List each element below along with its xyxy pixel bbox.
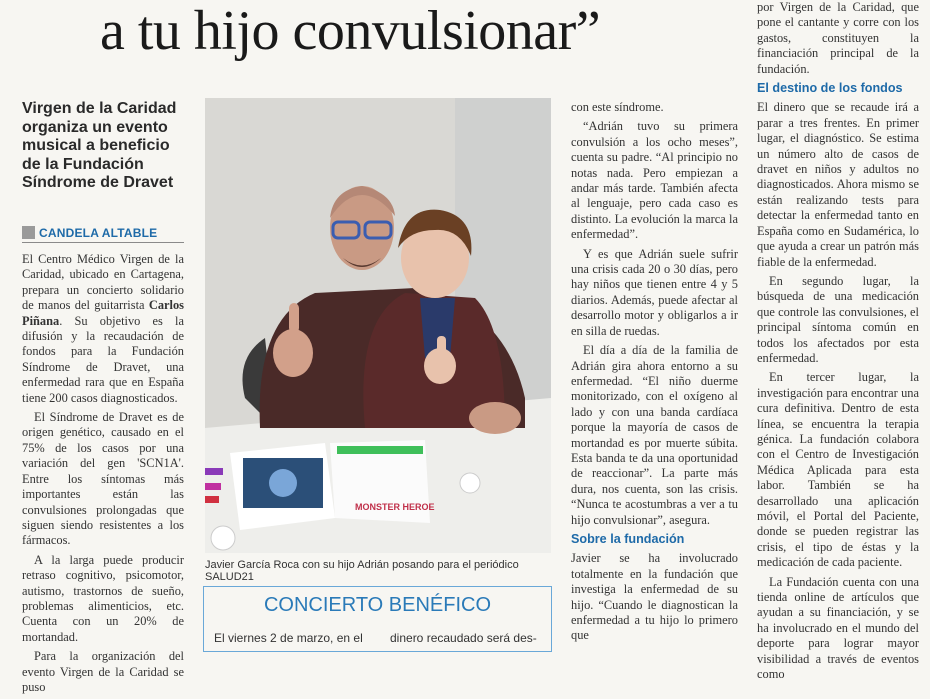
section-subhead: El destino de los fondos — [757, 81, 903, 96]
paragraph: Javier se ha involucrado totalmente en la fundación que investiga la enfermedad de su hijo. “Cuando le diagnostican la enfermedad a tu hijo lo primero que — [571, 551, 738, 643]
paragraph: El día a día de la familia de Adrián gira ahora entorno a su enfermedad. “El niño duerme monitorizado, con el oxígeno al lado y con una banda cardíaca porque la mayoría de casos de mortandad es por muerte súbita. Esta banda te da una oportunidad de reaccionar”. La parte más dura, nos cuenta, son las crisis. “Nunca te acostumbras a ver a tu hijo convulsionar”, asegura. — [571, 343, 738, 527]
paragraph: con este síndrome. — [571, 100, 664, 114]
paragraph: El Síndrome de Dravet es de origen genético, causado en el 75% de los casos por una variación del gen 'SCN1A'. Entre los síntomas más importantes están las convulsiones prolongadas que siguen siendo resistentes a los fármacos. — [22, 410, 184, 548]
drawing-text: MONSTER HEROE — [355, 502, 435, 512]
text-run: . Su objetivo es la difusión y la recaudación de fondos para la Fundación Síndrome de Dravet, una enfermedad rara que en España tiene 200 casos diagnosticados. — [22, 313, 184, 405]
paragraph: por Virgen de la Caridad, que pone el cantante y corre con los gastos, constituyen la financiación principal de la fundación. — [757, 0, 919, 76]
author-name: CANDELA ALTABLE — [39, 226, 158, 240]
bold-name: Carlos Piñana — [22, 298, 184, 328]
paragraph — [22, 252, 184, 406]
paragraph: La Fundación cuenta con una tienda online de artículos que ayudan a su financiación, y se ha involucrado en el mundo del deporte para lograr mayor visibilidad a través de eventos como — [757, 574, 919, 682]
box-text-left: El viernes 2 de marzo, en el — [214, 631, 363, 645]
box-title: CONCIERTO BENÉFICO — [263, 594, 492, 616]
paragraph: “Adrián tuvo su primera convulsión a los ocho meses”, cuenta su padre. “Al principio no notas nada. Pero empiezan a andar más tarde. También afecta al lenguaje, pero cada caso es distinto. La evolución la marca la enfermedad”. — [571, 119, 738, 242]
paragraph: Y es que Adrián suele sufrir una crisis cada 20 o 30 días, pero hay niños que tienen entre 4 y 5 diarios. Además, puede afectar al desarrollo motor y obligarlos a ir en silla de ruedas. — [571, 246, 738, 338]
section-subhead: Sobre la fundación — [571, 531, 685, 546]
paragraph: El dinero que se recaude irá a parar a tres frentes. En primer lugar, el diagnóstico. Se estima un número alto de casos de dravet en niños y adultos no diagnosticados. Ahora mismo se están realizando tests para detectar la enfermedad tanto en España como en Sudamérica, lo que ayuda a crear un patrón más fiable de la enfermedad. — [757, 100, 919, 269]
paragraph: Para la organización del evento Virgen de la Caridad se puso — [22, 649, 184, 694]
article-photo — [205, 98, 551, 553]
concert-box — [203, 586, 552, 652]
box-text-right: dinero recaudado será des- — [390, 631, 537, 645]
photo-illustration — [205, 98, 551, 553]
paragraph: En segundo lugar, la búsqueda de una medicación que controle las convulsiones, el principal síntoma común en todos los afectados por esta enfermedad. — [757, 273, 919, 365]
headline: a tu hijo convulsionar” — [100, 0, 601, 62]
article-deck: Virgen de la Caridad organiza un evento musical a beneficio de la Fundación Síndrome de Dravet — [22, 100, 177, 191]
paragraph: A la larga puede producir retraso cognitivo, psicomotor, autismo, trastornos de sueño, problemas alimenticios, etc. Cuenta con un 20% de mortandad. — [22, 552, 184, 644]
photo-caption: Javier García Roca con su hijo Adrián posando para el periódico SALUD21 — [205, 559, 519, 583]
body-column-3 — [571, 100, 738, 648]
author-byline — [22, 226, 184, 243]
body-column-1 — [22, 252, 184, 699]
paragraph: En tercer lugar, la investigación para encontrar una cura definitiva. Dentro de esta línea, se encuentra la terapia génica. La fundación colabora con el Centro de Investigación Médica Aplicada para esta labor. También se ha desarrollado una aplicación móvil, el Portal del Paciente, donde se pueden registrar las crisis, el tipo de éstas y la medicación de cada paciente. — [757, 370, 919, 570]
byline-square-icon — [22, 226, 35, 239]
text-run: El Centro Médico Virgen de la Caridad, ubicado en Cartagena, prepara un concierto solidario de manos del guitarrista — [22, 252, 184, 313]
body-column-4 — [757, 0, 919, 686]
